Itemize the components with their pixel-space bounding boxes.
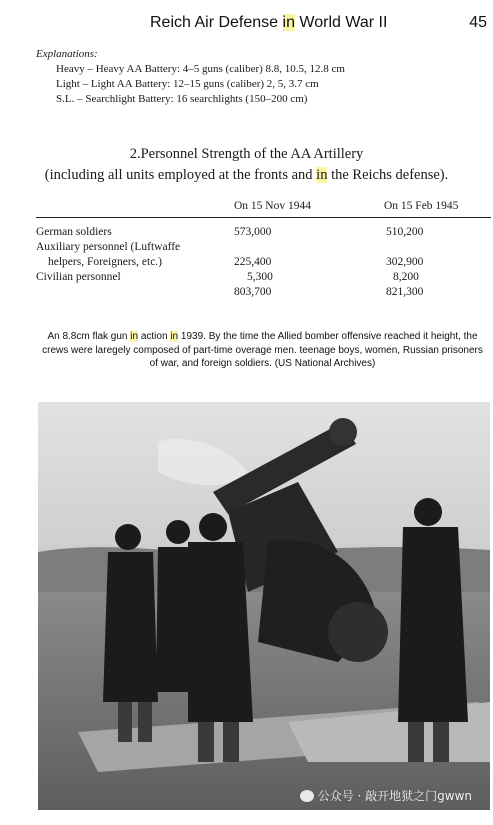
total-value: 803,700	[234, 286, 272, 298]
row-value: 8,200	[393, 271, 419, 283]
explanations-heading: Explanations:	[36, 48, 98, 60]
header-title-text: Reich Air Defense	[150, 14, 283, 31]
table-rule	[36, 217, 491, 218]
subtitle-text: the Reichs defense).	[327, 167, 449, 183]
row-value: 573,000	[234, 226, 272, 238]
row-value: 225,400	[234, 256, 272, 268]
running-header	[150, 14, 387, 32]
header-title-text: World War II	[294, 14, 388, 31]
explanation-line: Light – Light AA Battery: 12–15 guns (caliber) 2, 5, 3.7 cm	[56, 78, 319, 90]
column-header: On 15 Nov 1944	[234, 200, 311, 212]
watermark-text: 公众号 · 敲开地狱之门gwwn	[317, 789, 472, 803]
row-label: German soldiers	[36, 226, 112, 238]
row-value: 5,300	[247, 271, 273, 283]
section-title: 2.Personnel Strength of the AA Artillery	[129, 146, 364, 162]
search-highlight: in	[316, 167, 328, 183]
flak-gun-photo	[38, 402, 490, 810]
photo-illustration	[38, 402, 490, 810]
photo-caption	[40, 330, 485, 371]
explanation-line: S.L. – Searchlight Battery: 16 searchlights (150–200 cm)	[56, 93, 308, 105]
caption-text: action	[138, 331, 171, 342]
section-heading	[0, 144, 493, 186]
section-subtitle	[0, 165, 493, 186]
row-value: 510,200	[386, 226, 424, 238]
page-number: 45	[469, 14, 487, 31]
search-highlight: in	[130, 331, 139, 342]
column-header: On 15 Feb 1945	[384, 200, 459, 212]
caption-text: 1939. By the time the Allied bomber offensive reached it height, the crews were laregely composed of part-time overage men. teenage boys, women, Russian prisoners of war, and foreign soldiers. (US National Archives)	[42, 331, 483, 369]
search-highlight: in	[282, 14, 295, 31]
explanations-block	[36, 47, 345, 107]
explanation-line: Heavy – Heavy AA Battery: 4–5 guns (caliber) 8.8, 10.5, 12.8 cm	[56, 63, 345, 75]
subtitle-text: (including all units employed at the fronts and	[44, 167, 317, 183]
watermark	[300, 787, 472, 804]
wechat-icon	[300, 790, 314, 802]
search-highlight: in	[170, 331, 179, 342]
total-value: 821,300	[386, 286, 424, 298]
caption-text: An 8.8cm flak gun	[47, 331, 131, 342]
row-label: Civilian personnel	[36, 271, 121, 283]
row-label: helpers, Foreigners, etc.)	[48, 256, 163, 268]
row-value: 302,900	[386, 256, 424, 268]
row-label: Auxiliary personnel (Luftwaffe	[36, 241, 181, 253]
